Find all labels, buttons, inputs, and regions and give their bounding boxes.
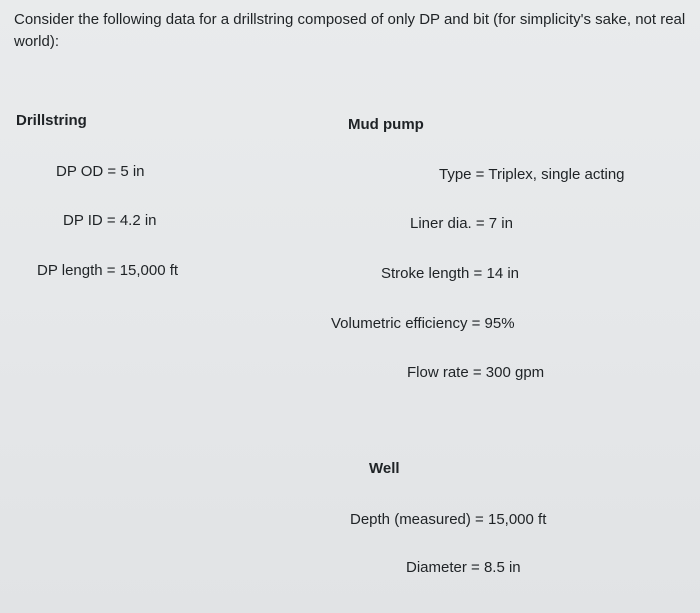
intro-text: Consider the following data for a drillstring composed of only DP and bit (for simplicity's sake, not real world): <box>14 11 686 50</box>
well-heading: Well <box>369 460 400 477</box>
flow-rate-value: Flow rate = 300 gpm <box>407 364 545 381</box>
well-depth-value: Depth (measured) = 15,000 ft <box>350 511 547 528</box>
liner-dia-value: Liner dia. = 7 in <box>410 215 513 232</box>
stroke-length-value: Stroke length = 14 in <box>381 265 520 282</box>
well-diameter-value: Diameter = 8.5 in <box>406 559 521 576</box>
volumetric-efficiency-value: Volumetric efficiency = 95% <box>331 315 515 332</box>
pump-type-value: Type = Triplex, single acting <box>439 166 625 183</box>
dp-length-value: DP length = 15,000 ft <box>37 262 179 279</box>
dp-od-value: DP OD = 5 in <box>56 163 145 180</box>
mud-pump-heading: Mud pump <box>348 116 424 133</box>
dp-id-value: DP ID = 4.2 in <box>63 212 157 229</box>
drillstring-heading: Drillstring <box>16 112 87 129</box>
